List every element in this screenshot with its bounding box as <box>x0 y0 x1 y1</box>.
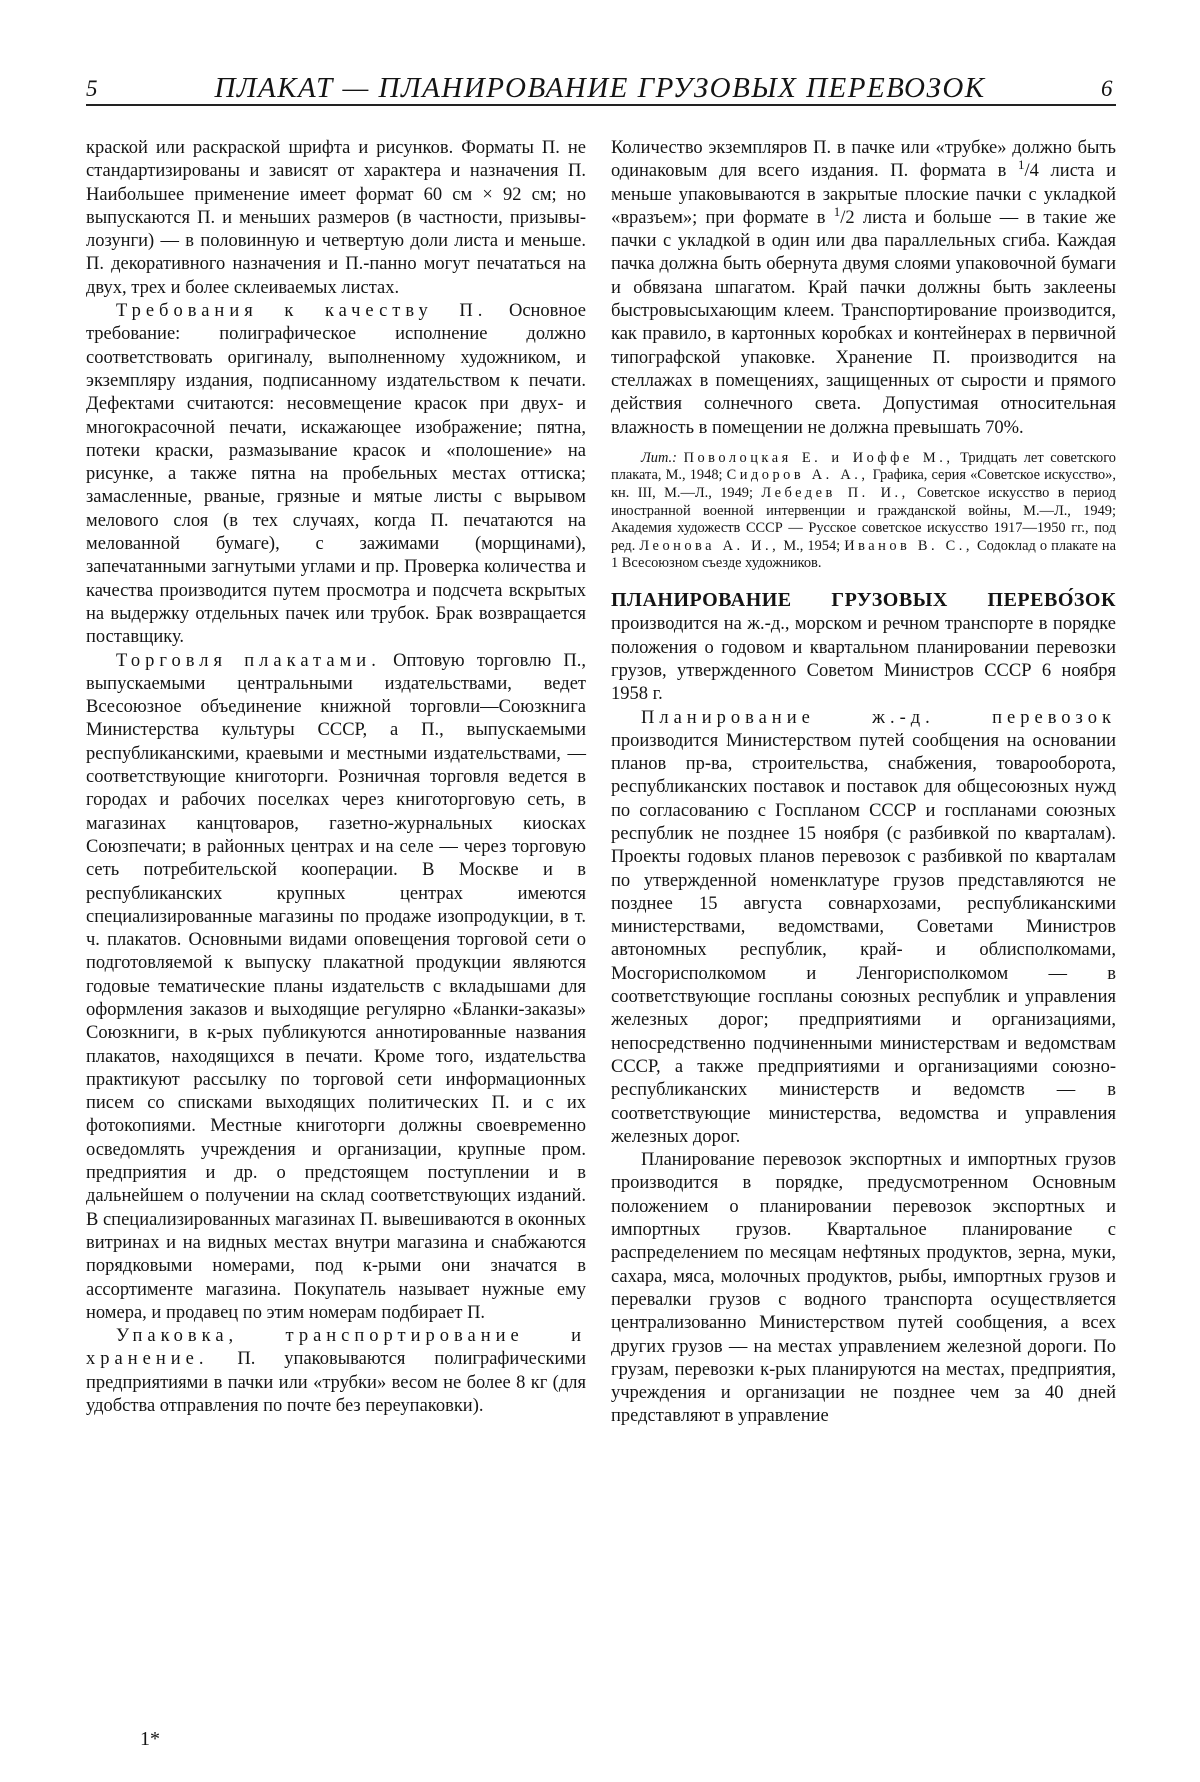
lit-label: Лит.: <box>641 449 677 466</box>
article-heading: ПЛАНИРОВАНИЕ ГРУЗОВЫХ ПЕРЕВО́ЗОК <box>611 589 1116 612</box>
header-rule <box>86 104 1116 106</box>
text-run: /4 листа и меньше упаковываются в закрытые плоские пачки с укладкой «вразъем»; при формате в <box>611 161 1116 228</box>
page-number-left: 5 <box>86 76 98 101</box>
section-lead-quality: Требования к качеству П. <box>116 301 488 322</box>
paragraph-export-import: Планирование перевозок экспортных и импортных грузов производится в порядке, предусмотренном Основным положением о планировании перевозок экспортных и импортных грузов. Квартальное планирование с распределением по месяцам нефтяных продуктов, зерна, муки, сахара, мяса, молочных продуктов, рыбы, импортных грузов и перевалки грузов с водного транспорта осуществляется централизованно Министерством путей сообщения, а всех других грузов — на местах управлением железной дороги. По грузам, перевозки к-рых планируются на местах, предприятия, учреждения и организации не позднее чем за 40 дней представляют в управление <box>611 1150 1116 1427</box>
lit-author: Поволоцкая Е. и Иоффе М., <box>683 449 954 466</box>
fraction-numerator: 1 <box>833 203 841 219</box>
lit-title: Тридцать лет советского плаката, М., 1948; <box>611 449 1116 484</box>
paragraph-packing-body: П. упаковываются полиграфическими предприятиями в пачки или «трубки» весом не более 8 кг (для удобства отправления по почте без переупаковки). <box>86 1349 587 1417</box>
paragraph-formats: краской или раскраской шрифта и рисунков. Форматы П. не стандартизированы и зависят от характера и назначения П. Наибольшее применение имеет формат 60 см × 92 см; но выпускаются П. и меньших размеров (в частности, призывы-лозунги) — в половинную и четвертую доли листа и меньше. П. декоративного назначения и П.-панно могут печататься на двух, трех и более склеиваемых листах. <box>86 138 586 298</box>
section-lead-trade: Торговля плакатами. <box>116 650 381 671</box>
lit-author: Сидоров А. А., <box>726 467 869 484</box>
section-lead-packing: Упаковка, транспортирование и хранение. <box>86 1326 586 1370</box>
fraction-numerator: 1 <box>1018 157 1025 173</box>
paragraph-packing <box>86 1325 586 1418</box>
lit-title: Советское искусство в период иностранной военной интервенции и гражданской войны, М.—Л., 1949; Академия художеств СССР — Русское советское искусство 1917—1950 гг., под ред. <box>611 485 1116 554</box>
paragraph-packing-continued <box>611 137 1116 440</box>
lit-author: Лебедев П. И., <box>761 485 909 502</box>
lit-title: М., 1954; <box>783 537 841 554</box>
lit-title: Содоклад о плакате на 1 Всесоюзном съезде художников. <box>611 537 1117 572</box>
article-intro-body: производится на ж.-д., морском и речном транспорте в порядке положения о годовом и квартальном планировании перевозки грузов, утвержденного Советом Министров СССР 6 ноября 1958 г. <box>611 614 1116 705</box>
paragraph-trade-body: Оптовую торговлю П., выпускаемыми центральными издательствами, ведет Всесоюзное объединение книжной торговли—Союзкнига Министерства культуры СССР, а П., выпускаемыми республиканскими, краевыми и местными издательствами, — соответствующие книготорги. Розничная торговля ведется в городах и рабочих поселках через книготорговую сеть, в магазинах канцтоваров, газетно-журнальных киосках Союзпечати; в районных центрах и на селе — через торговую сеть потребительской кооперации. В Москве и в республиканских крупных центрах имеются специализированные магазины по продаже изопродукции, в т. ч. плакатов. Основными видами оповещения торговой сети о подготовляемой к выпуску плакатной продукции являются годовые тематические планы издательств с вкладышами для оформления заказов и выходящие регулярно «Бланки-заказы» Союзкниги, в к-рых публикуются аннотированные названия плакатов, находящихся в печати. Кроме того, издательства практикуют рассылку по торговой сети информационных писем со списками выходящих политических П. и с их фотокопиями. Местные книготорги должны своевременно осведомлять учреждения и организации, крупные пром. предприятия и др. о предстоящем поступлении и в дальнейшем о получении на склад соответствующих изданий. В специализированных магазинах П. вывешиваются в оконных витринах и на видных местах внутри магазина и снабжаются порядковыми номерами, под к-рыми они значатся в ассортименте магазина. Покупатель называет нужные ему номера, и продавец по этим номерам подбирает П. <box>86 650 587 1323</box>
lit-author: Леонова А. И., <box>639 537 780 554</box>
section-lead-rail: Планирование ж.-д. перевозок <box>641 707 1116 728</box>
paragraph-quality-body: Основное требование: полиграфическое исполнение должно соответствовать оригиналу, выполненному художником, и экземпляру издания, подписанному издательством к печати. Дефектами считаются: несовмещение красок при двух- и многокрасочной печати, искажающее изображение; пятна, потеки краски, размазывание красок и «полошение» на рисунке, а также пятна на пробельных местах оттиска; замасленные, рваные, грязные и мятые листы с вырывом мелового слоя (в тех случаях, когда П. печатаются на мелованной бумаге), с зажимами (морщинами), запечатанными загнутыми углами и пр. Проверка количества и качества производится путем просмотра и подсчета вскрытых на выдержку отдельных пачек или трубок. Брак возвращается поставщику. <box>86 301 586 648</box>
text-run: Количество экземпляров П. в пачке или «трубке» должно быть одинаковым для всего издания. П. формата в <box>611 138 1116 182</box>
right-column <box>611 137 1116 1429</box>
text-run: /2 листа и больше — в такие же пачки с укладкой в один или два параллельных сгиба. Каждая пачка должна быть обернута двумя слоями упаковочной бумаги и обвязана шпагатом. Край пачки должны быть заклеены быстровысыхающим клеем. Транспортирование производится, как правило, в картонных коробках и контейнерах в первичной типографской упаковке. Хранение П. производится на стеллажах в помещениях, защищенных от сырости и прямого действия солнечного света. Допустимая относительная влажность в помещении не должна превышать 70%. <box>611 207 1117 438</box>
bibliography <box>611 450 1116 573</box>
paragraph-rail-body: производится Министерством путей сообщения на основании планов пр-ва, строительства, снабжения, товарооборота, республиканских поставок и поставок для общесоюзных нужд по согласованию с Госпланом СССР и госпланами союзных республик не позднее 15 ноября (с разбивкой по кварталам). Проекты годовых планов перевозок с разбивкой по кварталам по утвержденной номенклатуре грузов представляются не позднее 15 августа совнархозами, республиканскими министерствами, ведомствами, Советами Министров автономных республик, край- и облисполкомами, Мосгорисполкомом и Ленгорисполкомом — в соответствующие госпланы союзных республик и управления железных дорог; предприятиями и организациями, непосредственно подчиненными министерствам и ведомствам СССР, а также предприятиями и организациями союзно-республиканских министерств и ведомств — в соответствующие министерства, ведомства и управления железных дорог. <box>611 730 1116 1147</box>
paragraph-quality <box>86 300 586 649</box>
lit-title: Графика, серия «Советское искусство», кн. III, М.—Л., 1949; <box>611 467 1116 502</box>
page-number-right: 6 <box>1101 76 1113 101</box>
lit-author: Иванов В. С., <box>844 537 973 554</box>
left-column <box>86 137 586 1418</box>
article-intro <box>611 589 1116 706</box>
paragraph-trade <box>86 650 586 1326</box>
signature-mark: 1* <box>140 1728 160 1750</box>
running-title: ПЛАКАТ — ПЛАНИРОВАНИЕ ГРУЗОВЫХ ПЕРЕВОЗОК <box>214 72 986 104</box>
paragraph-rail-planning <box>611 707 1116 1150</box>
